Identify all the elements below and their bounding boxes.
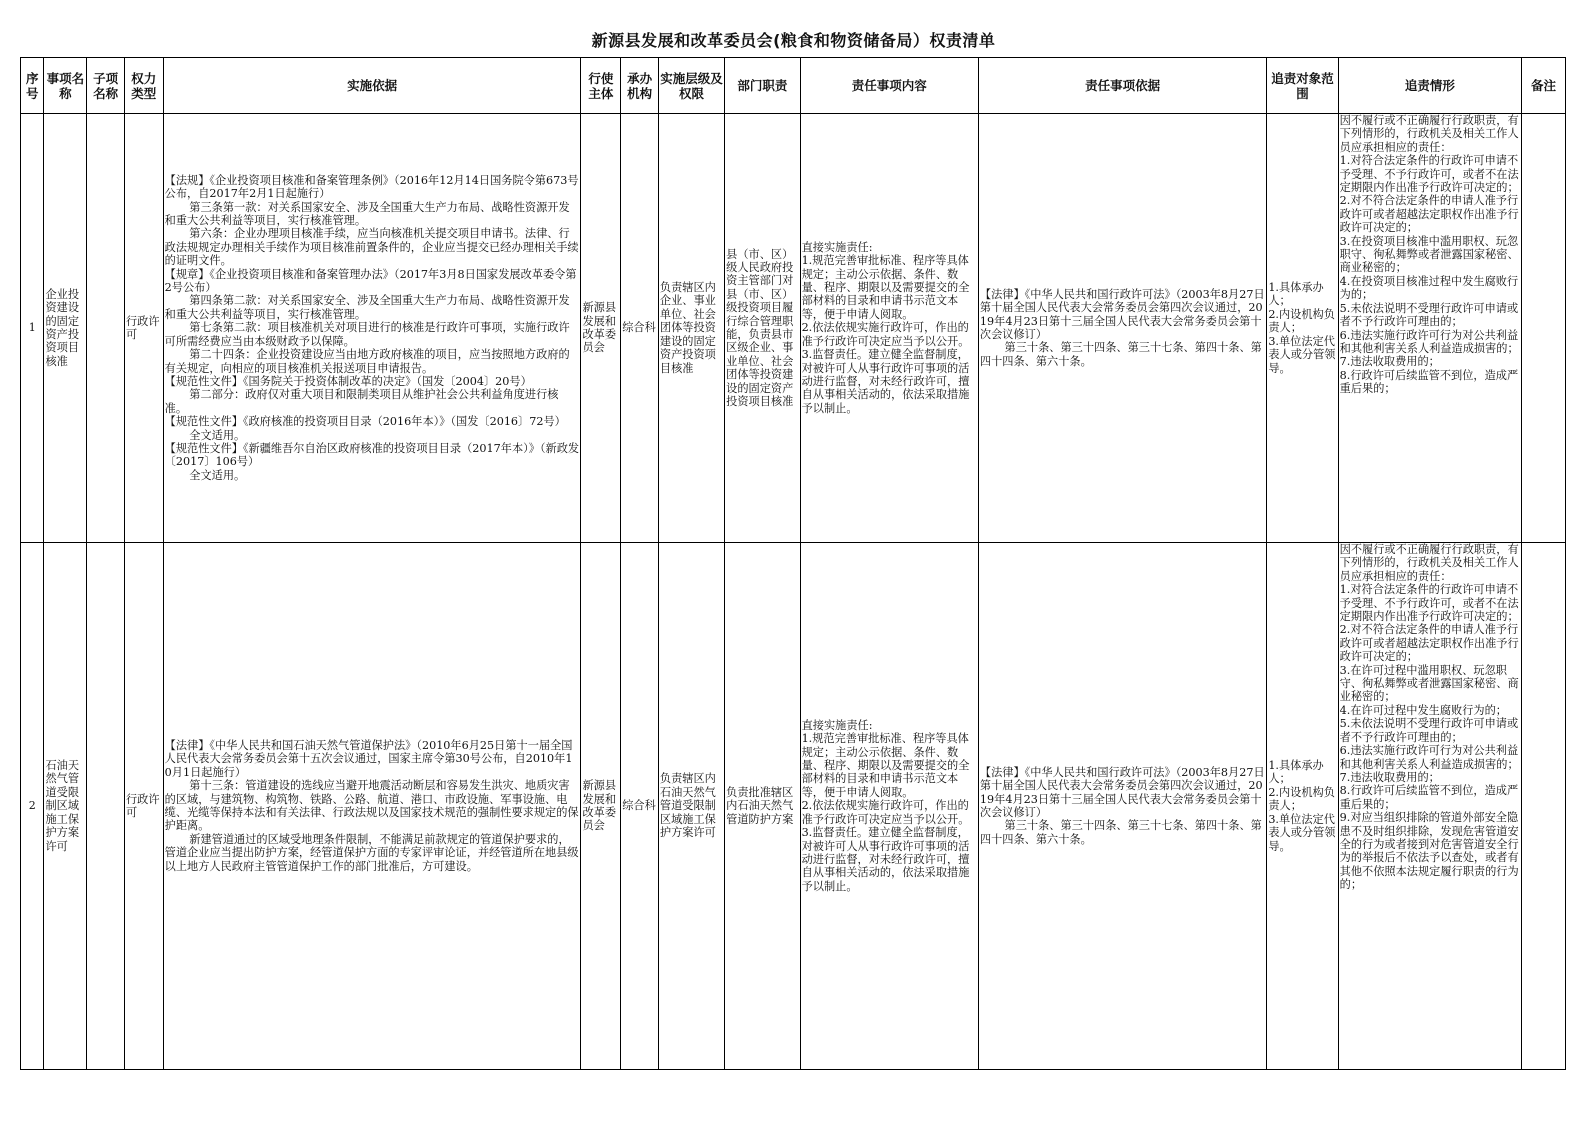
cell-sub-name [87,543,125,1070]
cell-remark [1522,114,1566,543]
cell-level: 负责辖区内企业、事业单位、社会团体等投资建设的固定资产投资项目核准 [658,114,724,543]
basis-paragraph: 第三十条、第三十四条、第三十七条、第四十条、第四十四条、第六十条。 [979,819,1262,846]
responsibility-table [20,57,1566,1070]
header-scope: 追责对象范围 [1267,58,1338,114]
header-remark: 备注 [1522,58,1566,114]
cell-subject: 新源县发展和改革委员会 [581,114,621,543]
basis-paragraph: 第二部分：政府仅对重大项目和限制类项目从维护社会公共利益角度进行核准。 [164,388,559,415]
page-title: 新源县发展和改革委员会(粮食和物资储备局）权责清单 [591,31,996,50]
basis-paragraph: 第六条：企业办理项目核准手续，应当向核准机关提交项目申请书。法律、行政法规规定办理相关手续作为项目核准前置条件的，企业应当提交已经办理相关手续的证明文件。 [164,227,579,268]
basis-paragraph: 【规章】《企业投资项目核准和备案管理办法》（2017年3月8日国家发展改革委令第2号公布） [164,267,577,295]
cell-item-name: 企业投资建设的固定资产投资项目核准 [44,114,87,543]
cell-scope: 1.具体承办人； 2.内设机构负责人； 3.单位法定代表人或分管领导。 [1267,543,1338,1070]
cell-level: 负责辖区内石油天然气管道受限制区域施工保护方案许可 [658,543,724,1070]
header-level: 实施层级及权限 [658,58,724,114]
cell-cases [1338,543,1521,1070]
cell-cases [1338,114,1521,543]
cell-basis [163,114,581,543]
table-row [21,114,1566,543]
basis-paragraph: 【规范性文件】《国务院关于投资体制改革的决定》（国发〔2004〕20号） [164,374,532,388]
cases-text: 因不履行或不正确履行行政职责，有下列情形的，行政机关及相关工作人员应承担相应的责任： 1.对符合法定条件的行政许可申请不予受理、不予行政许可，或者不在法定期限内作出准予行政许可决定的； 2.对不符合法定条件的申请人准予行政许可或者超越法定职权作出准予行政许可决定的； 3.在投资项目核准中滥用职权、玩忽职守、徇私舞弊或者泄露国家秘密、商业秘密的； 4.在投资项目核准过程中发生腐败行为的； 5.未依法说明不受理行政许可申请或者不予行政许可理由的； 6.违法实施行政许可行为对公共利益和其他利害关系人利益造成损害的； 7.违法收取费用的； 8.行政许可后续监管不到位，造成严重后果的； [1339,114,1519,396]
basis-paragraph: 全文适用。 [189,468,246,482]
basis-paragraph: 第四条第二款：对关系国家安全、涉及全国重大生产力布局、战略性资源开发和重大公共利益等项目，实行核准管理。 [164,294,570,321]
table-header-row [21,58,1566,114]
header-basis: 实施依据 [163,58,581,114]
header-no: 序号 [21,58,44,114]
header-org: 承办机构 [621,58,659,114]
cell-basis [163,543,581,1070]
cell-sub-name [87,114,125,543]
basis-paragraph: 全文适用。 [189,428,246,442]
basis-paragraph: 第二十四条：企业投资建设应当由地方政府核准的项目，应当按照地方政府的有关规定，向相应的项目核准机关报送项目申请报告。 [164,348,570,375]
basis-paragraph: 【法律】《中华人民共和国行政许可法》（2003年8月27日第十届全国人民代表大会常务委员会第四次会议通过，2019年4月23日第十三届全国人民代表大会常务委员会第十次会议修订） [979,287,1265,341]
basis-paragraph: 【规范性文件】《新疆维吾尔自治区政府核准的投资项目目录（2017年本）》（新政发〔2017〕106号） [164,441,580,469]
cell-duty: 负责批准辖区内石油天然气管道防护方案 [725,543,800,1070]
cell-resp-basis [978,543,1266,1070]
basis-paragraph: 【规范性文件】《政府核准的投资项目目录（2016年本）》（国发〔2016〕72号） [164,415,566,429]
cell-org: 综合科 [621,543,659,1070]
cell-resp-content: 直接实施责任: 1.规范完善审批标准、程序等具体规定；主动公示依据、条件、数量、程序、期限以及需要提交的全部材料的目录和申请书示范文本等，便于申请人阅取。 2.依法依规实施行政许可，作出的准予行政许可决定应当予以公开。 3.监督责任。建立健全监督制度，对被许可人从事行政许可事项的活动进行监督，对未经行政许可，擅自从事相关活动的，依法采取措施予以制止。 [800,114,978,543]
cell-item-name: 石油天然气管道受限制区域施工保护方案许可 [44,543,87,1070]
cell-power-type: 行政许可 [124,543,163,1070]
basis-paragraph: 【法规】《企业投资项目核准和备案管理条例》（2016年12月14日国务院令第673号公布，自2017年2月1日起施行） [164,173,579,201]
header-sub-name: 子项名称 [87,58,125,114]
table-row [21,543,1566,1070]
basis-paragraph: 第三条第一款：对关系国家安全、涉及全国重大生产力布局、战略性资源开发和重大公共利益等项目，实行核准管理。 [164,200,570,228]
basis-paragraph: 第七条第二款：项目核准机关对项目进行的核准是行政许可事项，实施行政许可所需经费应当由本级财政予以保障。 [164,321,570,348]
basis-paragraph: 【法律】《中华人民共和国石油天然气管道保护法》（2010年6月25日第十一届全国人民代表大会常务委员会第十五次会议通过，国家主席令第30号公布，自2010年10月1日起施行） [164,738,573,779]
cell-duty: 县（市、区）级人民政府投资主管部门对县（市、区）级投资项目履行综合管理职能，负责县市区级企业、事业单位、社会团体等投资建设的固定资产投资项目核准 [725,114,800,543]
header-subject: 行使主体 [581,58,621,114]
header-duty: 部门职责 [725,58,800,114]
cell-power-type: 行政许可 [124,114,163,543]
basis-paragraph: 第三十条、第三十四条、第三十七条、第四十条、第四十四条、第六十条。 [979,341,1262,368]
basis-paragraph: 新建管道通过的区域受地理条件限制，不能满足前款规定的管道保护要求的，管道企业应当提出防护方案，经管道保护方面的专家评审论证，并经管道所在地县级以上地方人民政府主管管道保护工作的部门批准后，方可建设。 [164,832,579,873]
cell-org: 综合科 [621,114,659,543]
cell-remark [1522,543,1566,1070]
basis-paragraph: 第十三条：管道建设的选线应当避开地震活动断层和容易发生洪灾、地质灾害的区域，与建筑物、构筑物、铁路、公路、航道、港口、市政设施、军事设施、电缆、光缆等保持本法和有关法律、行政法规以及国家技术规范的强制性要求规定的保护距离。 [164,779,579,833]
cell-no: 2 [21,543,44,1070]
cell-resp-content: 直接实施责任: 1.规范完善审批标准、程序等具体规定；主动公示依据、条件、数量、程序、期限以及需要提交的全部材料的目录和申请书示范文本等，便于申请人阅取。 2.依法依规实施行政许可，作出的准予行政许可决定应当予以公开。 3.监督责任。建立健全监督制度，对被许可人从事行政许可事项的活动进行监督，对未经行政许可，擅自从事相关活动的，依法采取措施予以制止。 [800,543,978,1070]
header-power-type: 权力类型 [124,58,163,114]
header-resp-content: 责任事项内容 [800,58,978,114]
header-item-name: 事项名称 [44,58,87,114]
cell-subject: 新源县发展和改革委员会 [581,543,621,1070]
header-cases: 追责情形 [1338,58,1521,114]
header-resp-basis: 责任事项依据 [978,58,1266,114]
cell-no: 1 [21,114,44,543]
cell-resp-basis [978,114,1266,543]
cases-text: 因不履行或不正确履行行政职责，有下列情形的，行政机关及相关工作人员应承担相应的责任： 1.对符合法定条件的行政许可申请不予受理、不予行政许可，或者不在法定期限内作出准予行政许可决定的； 2.对不符合法定条件的申请人准予行政许可或者超越法定职权作出准予行政许可决定的； 3.在许可过程中滥用职权、玩忽职守、徇私舞弊或者泄露国家秘密、商业秘密的； 4.在许可过程中发生腐败行为的； 5.未依法说明不受理行政许可申请或者不予行政许可理由的； 6.违法实施行政许可行为对公共利益和其他利害关系人利益造成损害的； 7.违法收取费用的； 8.行政许可后续监管不到位，造成严重后果的； 9.对应当组织排除的管道外部安全隐患不及时组织排除，发现危害管道安全的行为或者接到对危害管道安全行为的举报后不依法予以查处，或者有其他不依照本法规定履行职责的行为的； [1339,543,1519,892]
cell-scope: 1.具体承办人； 2.内设机构负责人； 3.单位法定代表人或分管领导。 [1267,114,1338,543]
basis-paragraph: 【法律】《中华人民共和国行政许可法》（2003年8月27日第十届全国人民代表大会常务委员会第四次会议通过，2019年4月23日第十三届全国人民代表大会常务委员会第十次会议修订） [979,765,1265,819]
